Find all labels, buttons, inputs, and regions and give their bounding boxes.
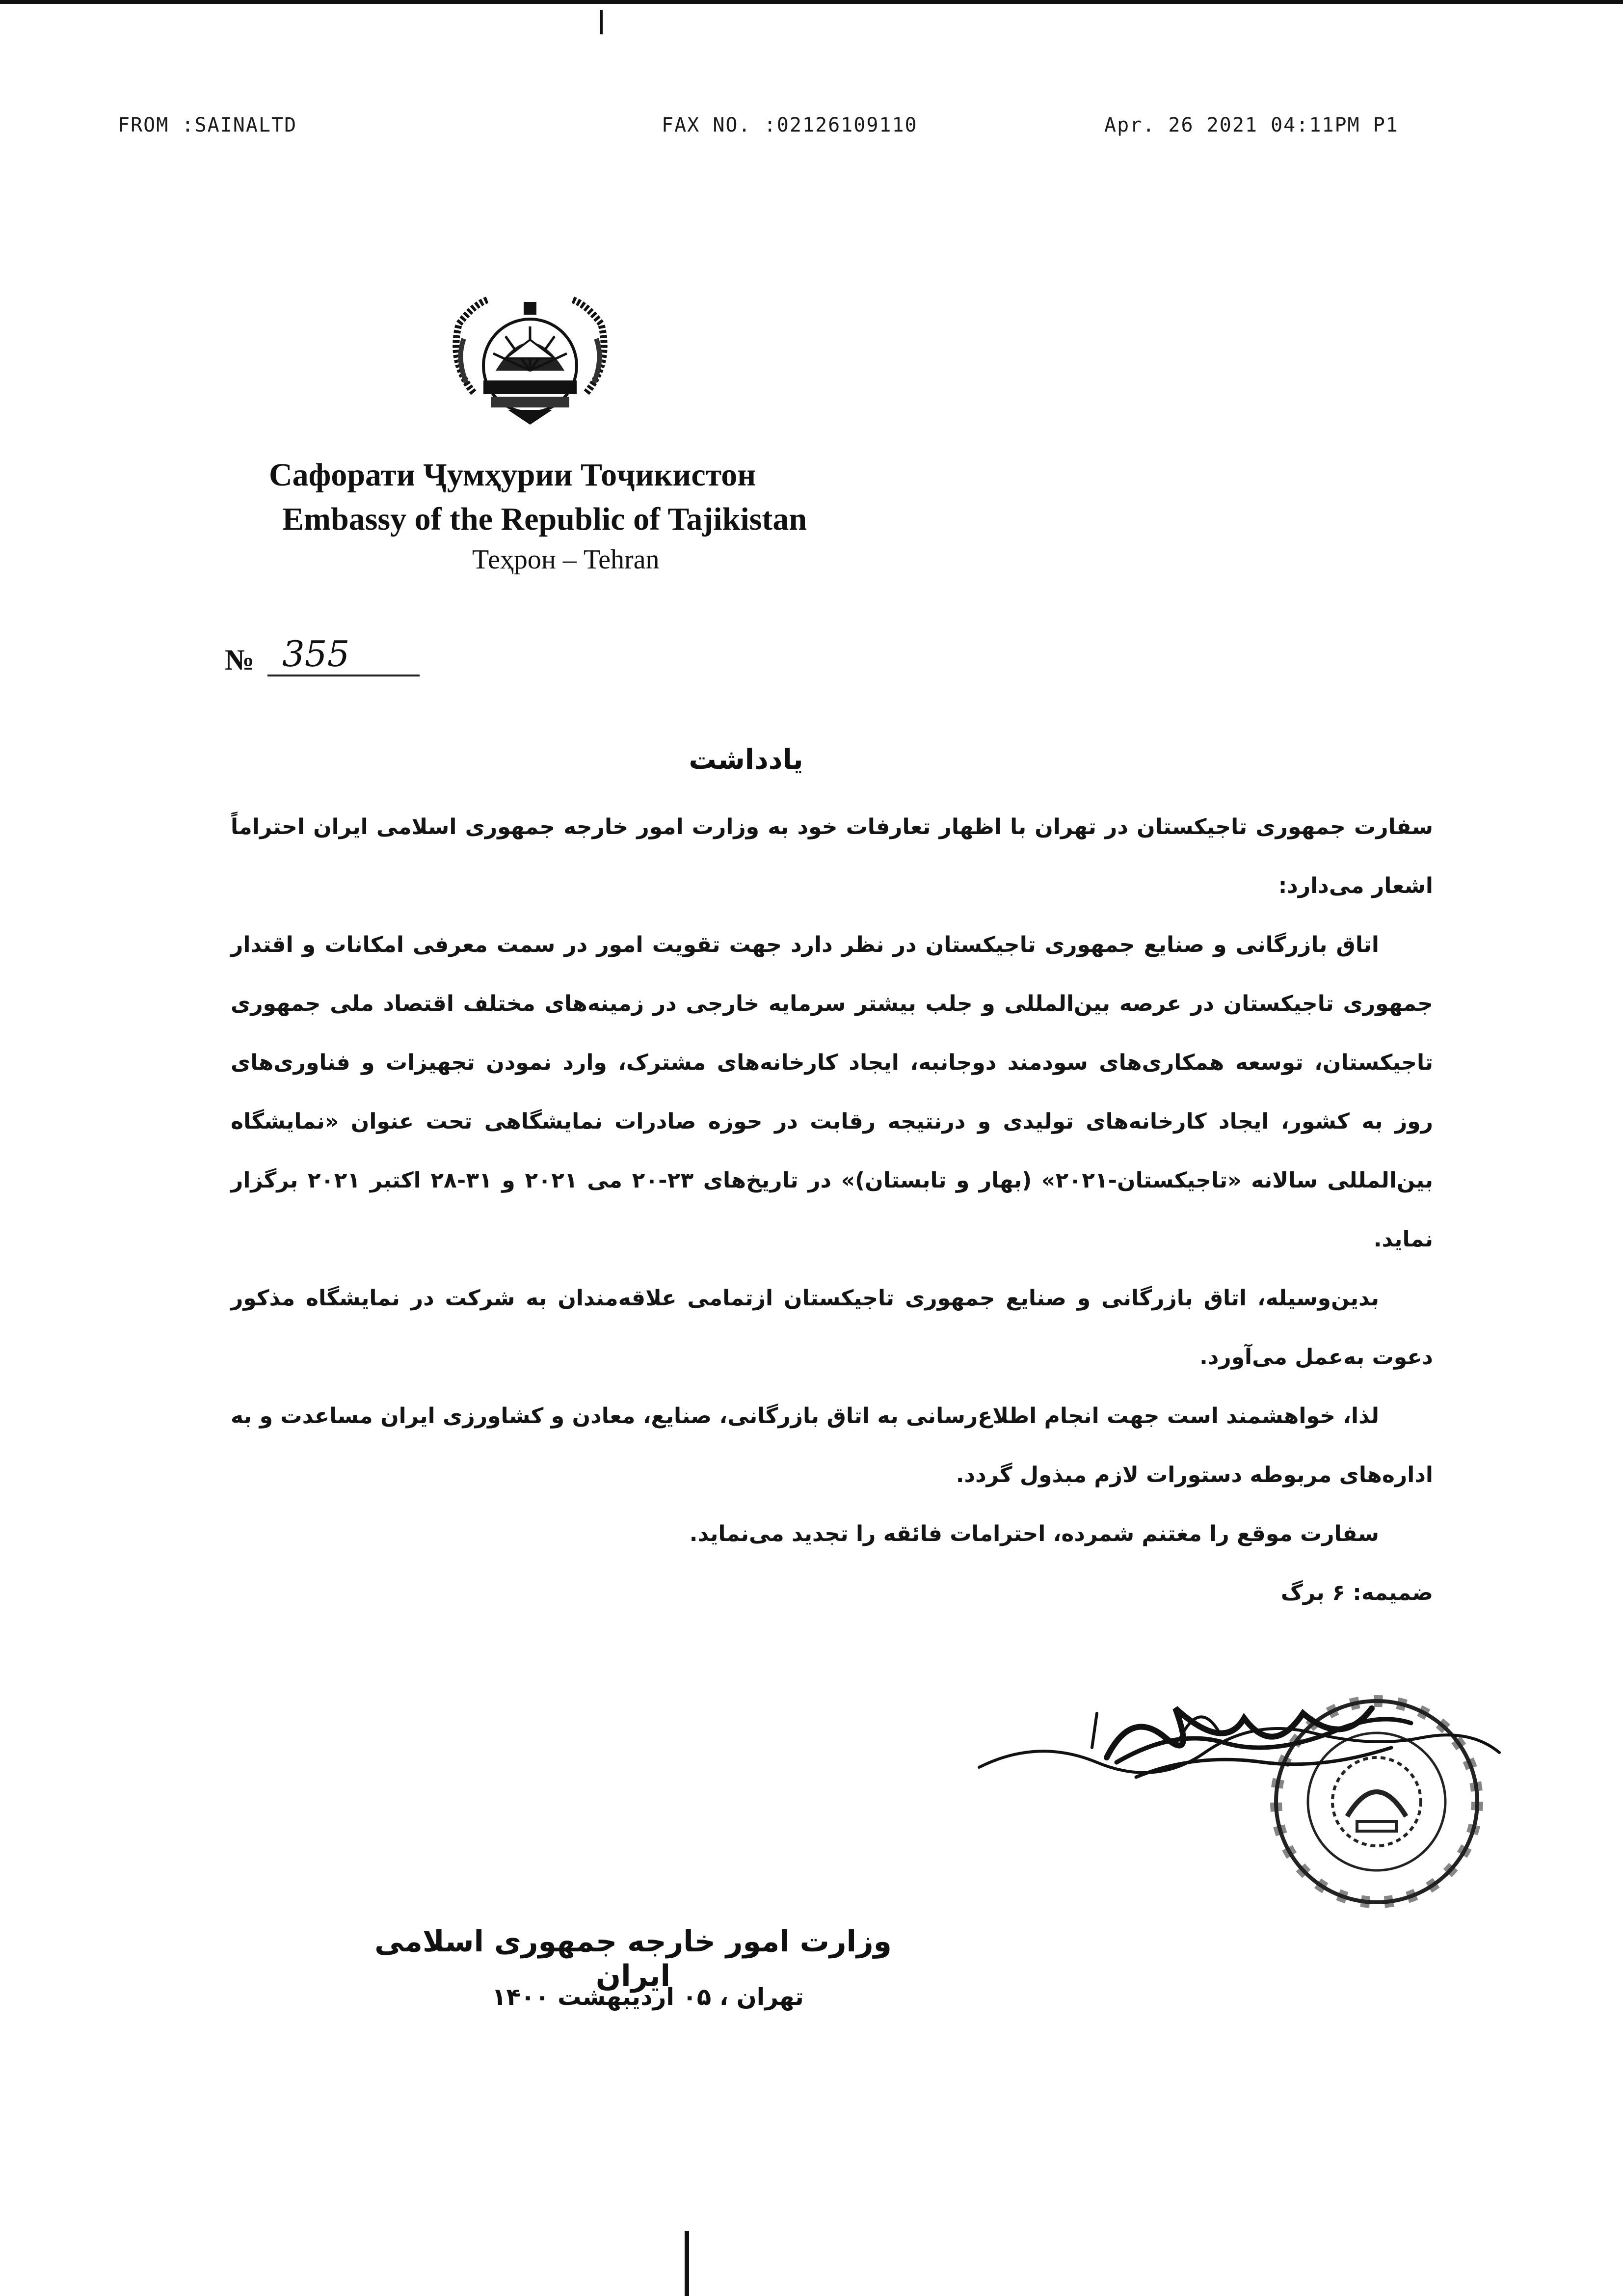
coat-of-arms-icon	[444, 285, 616, 432]
note-opening: سفارت جمهوری تاجیکستان در تهران با اظهار تعارفات خود به وزارت امور خارجه جمهوری اسلامی ایران احتراماً اشعار می‌دارد:	[231, 814, 1433, 898]
note-main-paragraph: اتاق بازرگانی و صنایع جمهوری تاجیکستان در نظر دارد جهت تقویت امور در سمت معرفی امکانات و اقتدار جمهوری تاجیکستان در عرصه بین‌المللی و جلب بیشتر سرمایه خارجی در زمینه‌های مختلف اقتصاد ملی جمهوری تاجیکستان، توسعه همکاری‌های سودمند دوجانبه، ایجاد کارخانه‌های مشترک، وارد نمودن تجهیزات و فناوری‌های روز به کشور، ایجاد کارخانه‌های تولیدی و درنتیجه رقابت در حوزه صادرات نمایشگاهی تحت عنوان «نمایشگاه بین‌المللی سالانه «تاجیکستان-۲۰۲۱» (بهار و تابستان)» در تاریخ‌های ۲۳-۲۰ می ۲۰۲۱ و ۳۱-۲۸ اکتبر ۲۰۲۱ برگزار نماید.	[231, 932, 1433, 1252]
scan-top-border	[0, 0, 1623, 4]
note-title: یادداشت	[689, 744, 803, 776]
note-closing: سفارت موقع را مغتنم شمرده، احترامات فائقه را تجدید می‌نماید.	[689, 1521, 1379, 1546]
embassy-name-tajik: Сафорати Ҷумҳурии Тоҷикистон	[269, 457, 756, 493]
note-request: لذا، خواهشمند است جهت انجام اطلاع‌رسانی به اتاق بازرگانی، صنایع، معادن و کشاورزی ایران مساعدت و به اداره‌های مربوطه دستورات لازم مبذول گردد.	[231, 1404, 1433, 1487]
embassy-name-english: Embassy of the Republic of Tajikistan	[282, 501, 807, 537]
embassy-city: Теҳрон – Tehran	[472, 544, 660, 575]
place-date: تهران ، ۰۵ اردیبهشت ۱۴۰۰	[492, 1983, 804, 2011]
reference-number: 355	[267, 633, 420, 676]
reference-sign: №	[225, 644, 255, 676]
fax-number: FAX NO. :02126109110	[662, 114, 918, 136]
fax-from: FROM :SAINALTD	[118, 114, 297, 136]
note-attachment: ضمیمه: ۶ برگ	[1280, 1580, 1433, 1605]
fax-date-time: Apr. 26 2021 04:11PM P1	[1104, 114, 1399, 136]
scan-mark-bottom	[685, 2231, 689, 2296]
note-invitation: بدین‌وسیله، اتاق بازرگانی و صنایع جمهوری تاجیکستان ازتمامی علاقه‌مندان به شرکت در نمایشگاه مذکور دعوت به‌عمل می‌آورد.	[231, 1286, 1433, 1370]
embassy-seal-with-signature-icon	[969, 1679, 1504, 1924]
recipient: وزارت امور خارجه جمهوری اسلامی ایران	[374, 1924, 892, 1993]
scan-mark-top	[600, 10, 603, 34]
